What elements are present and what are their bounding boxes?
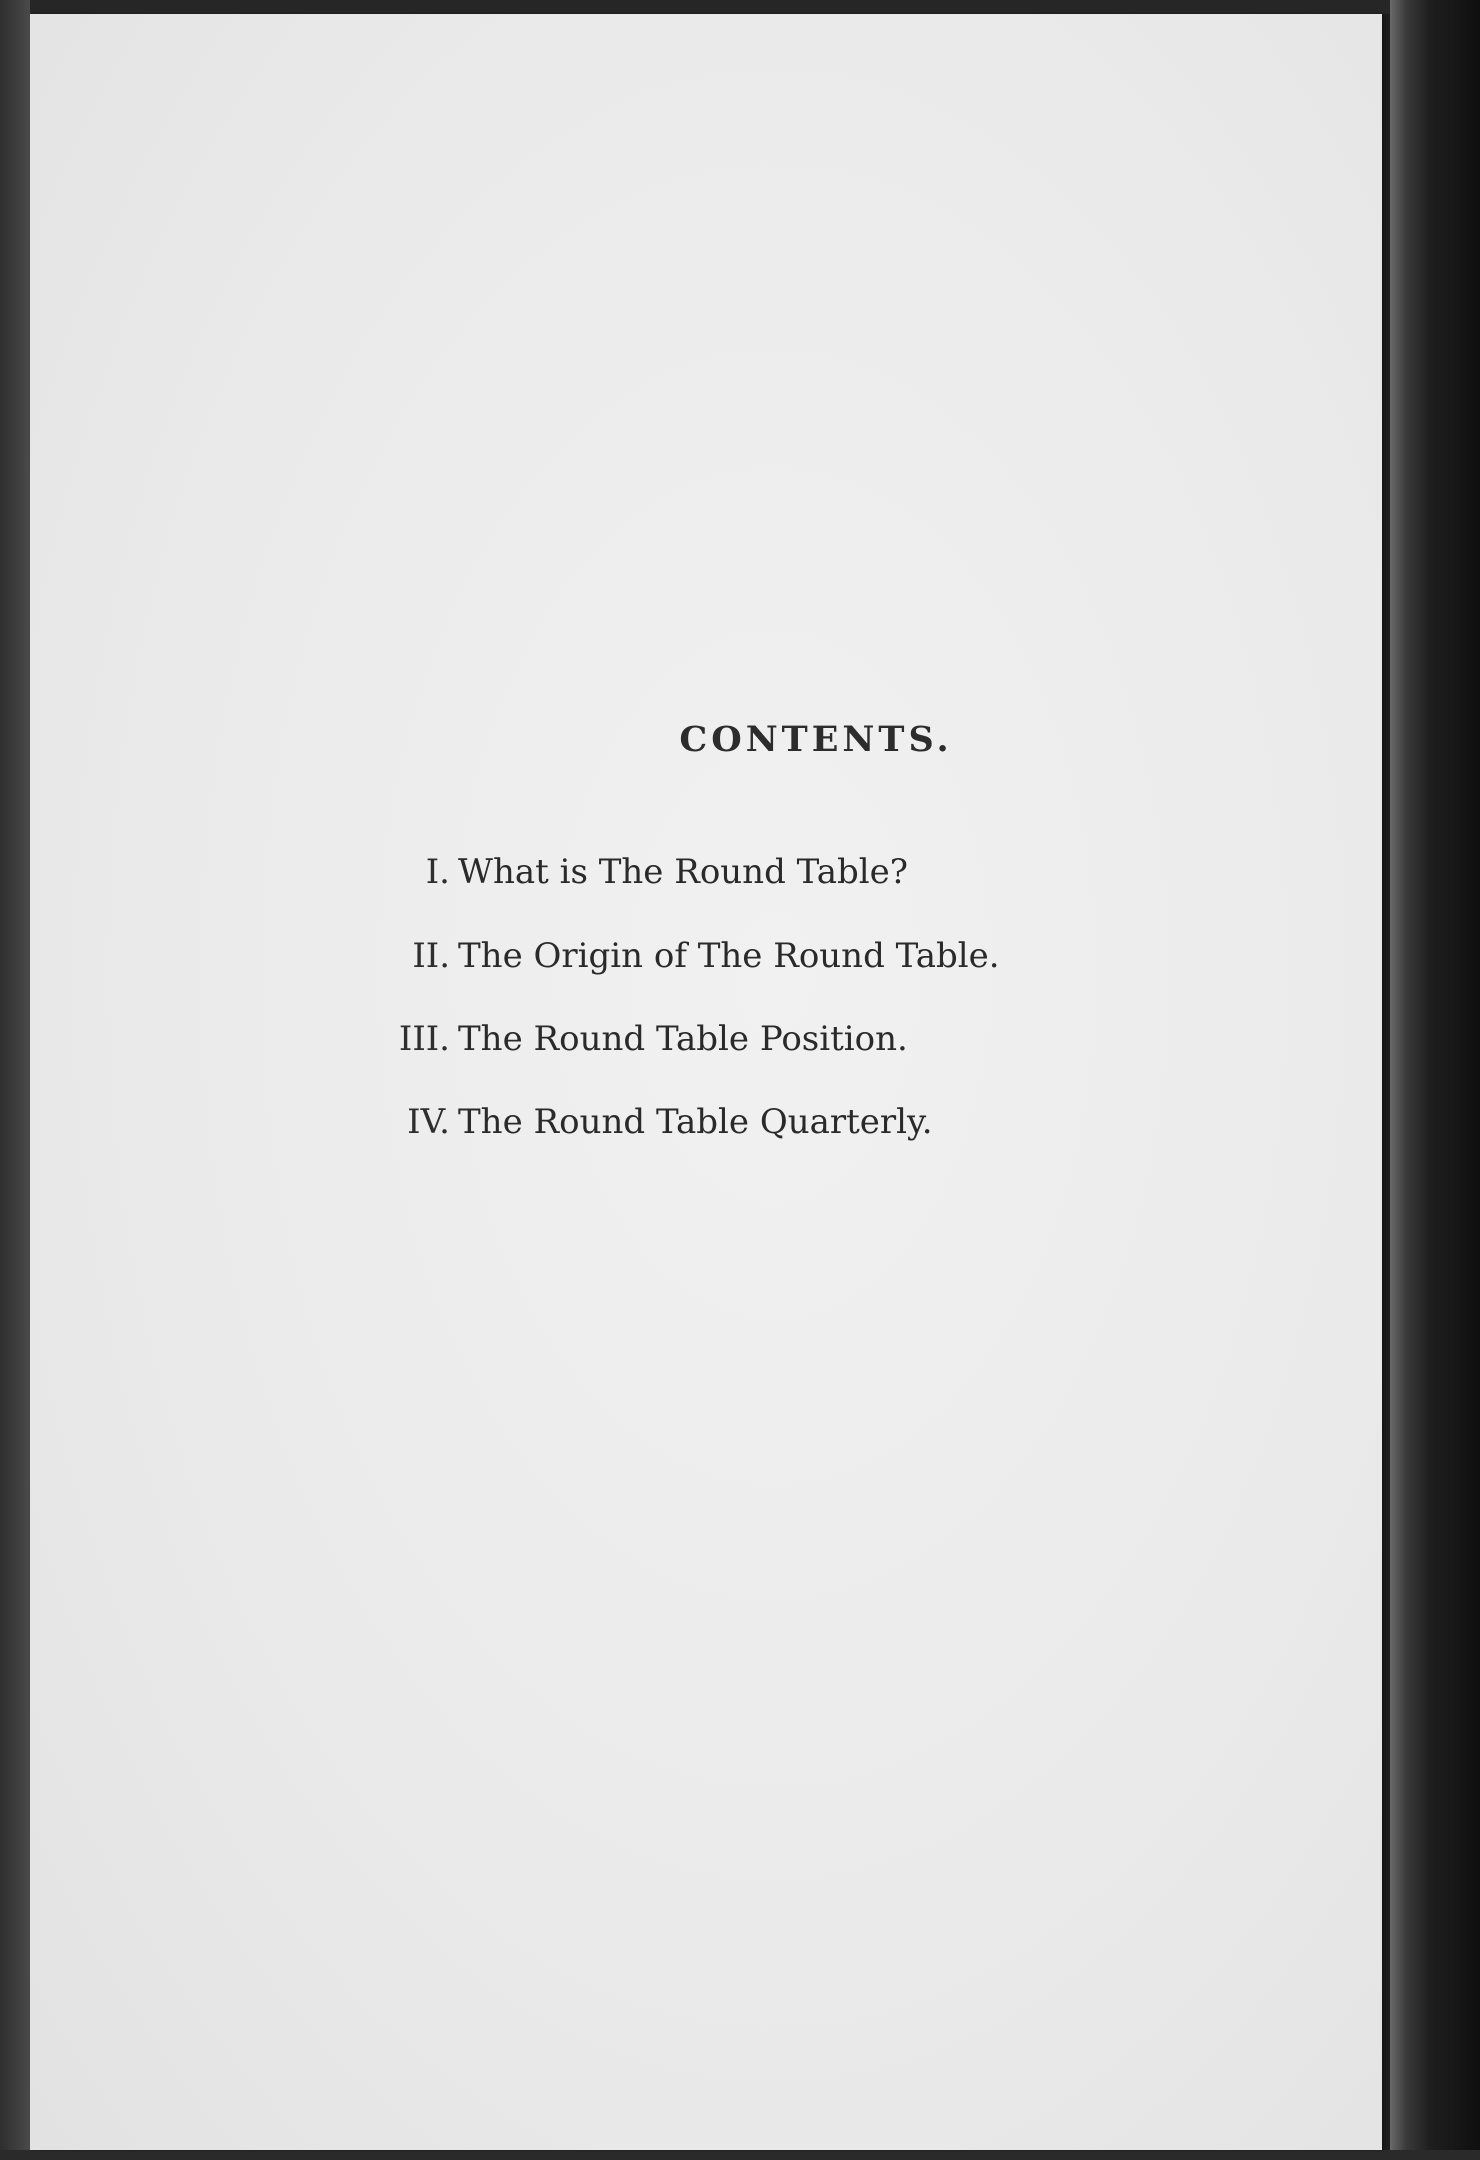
contents-entry (30, 1019, 1382, 1069)
entry-title: The Round Table Position. (458, 1019, 908, 1059)
entry-title: What is The Round Table? (458, 852, 908, 892)
contents-heading: CONTENTS. (679, 719, 953, 760)
table-of-contents (30, 14, 1382, 2150)
entry-number: I. (425, 852, 450, 892)
book-page (30, 14, 1382, 2150)
contents-list (30, 14, 1382, 2150)
contents-entry (30, 936, 1382, 986)
entry-number: IV. (407, 1102, 450, 1142)
scan-bottom-border (0, 2150, 1480, 2160)
entry-number: II. (412, 936, 450, 976)
book-spine-edge (1390, 0, 1480, 2160)
entry-title: The Round Table Quarterly. (458, 1102, 933, 1142)
scan-left-border (0, 0, 30, 2160)
scan-top-border (0, 0, 1480, 14)
contents-entry (30, 1102, 1382, 1152)
entry-title: The Origin of The Round Table. (458, 936, 1000, 976)
contents-entry (30, 852, 1382, 902)
entry-number: III. (398, 1019, 450, 1059)
